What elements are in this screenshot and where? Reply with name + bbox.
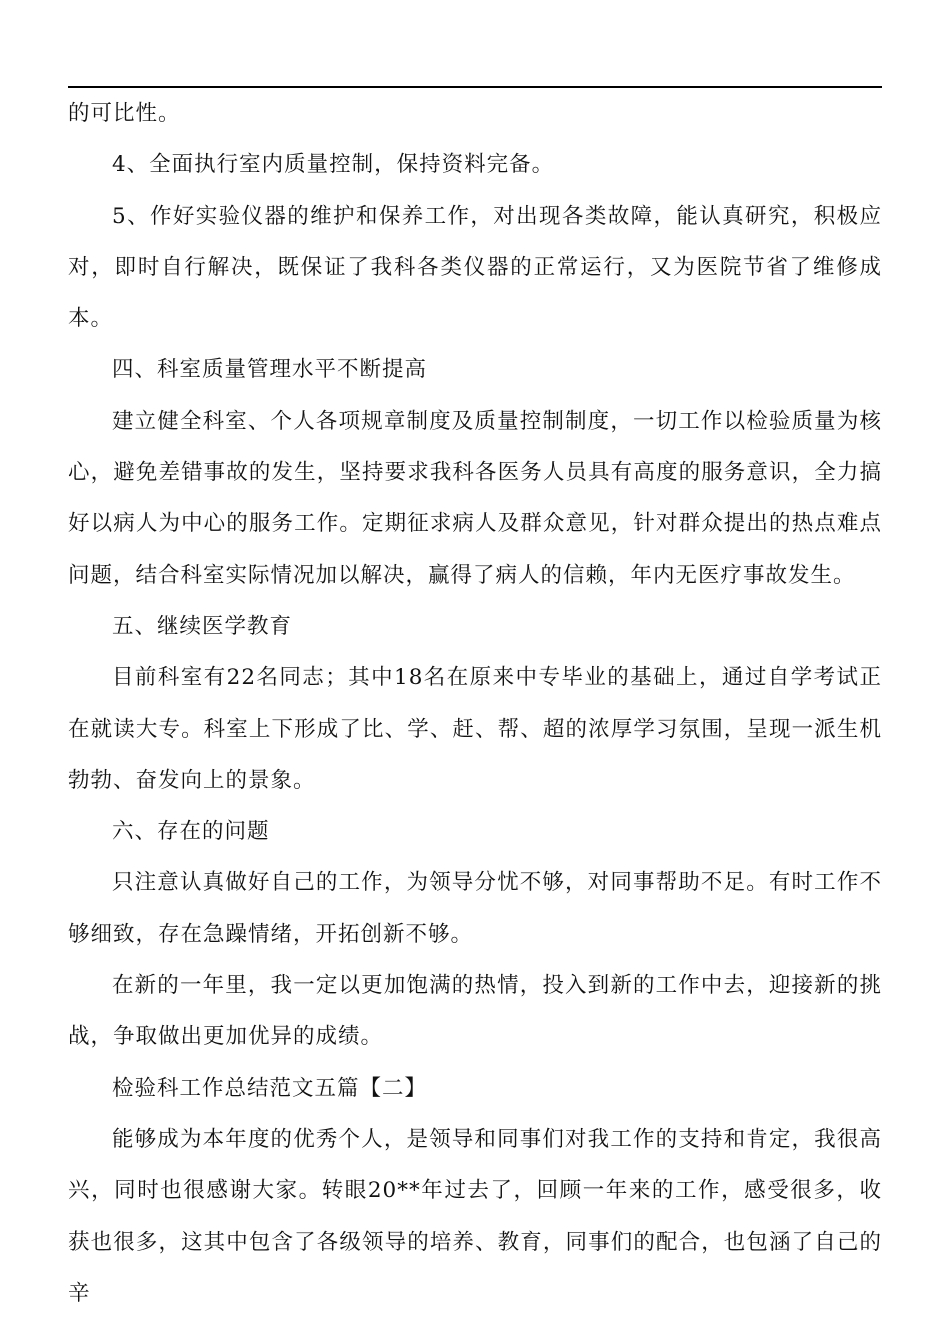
paragraph: 四、科室质量管理水平不断提高: [112, 357, 428, 383]
paragraph: 的可比性。: [68, 101, 181, 126]
paragraph: 只注意认真做好自己的工作，为领导分忧不够，对同事帮助不足。有时工作不够细致，存在急躁情绪，开拓创新不够。: [68, 870, 882, 947]
document-body: [68, 88, 882, 1319]
paragraph: 建立健全科室、个人各项规章制度及质量控制制度，一切工作以检验质量为核心，避免差错事故的发生，坚持要求我科各医务人员具有高度的服务意识，全力搞好以病人为中心的服务工作。定期征求病人及群众意见，针对群众提出的热点难点问题，结合科室实际情况加以解决，赢得了病人的信赖，年内无医疗事故发生。: [68, 408, 882, 588]
paragraph: 六、存在的问题: [112, 819, 270, 845]
document-page: [68, 0, 882, 1344]
paragraph: 在新的一年里，我一定以更加饱满的热情，投入到新的工作中去，迎接新的挑战，争取做出更加优异的成绩。: [68, 973, 882, 1050]
paragraph: 目前科室有22名同志；其中18名在原来中专毕业的基础上，通过自学考试正在就读大专。科室上下形成了比、学、赶、帮、超的浓厚学习氛围，呈现一派生机勃勃、奋发向上的景象。: [68, 665, 882, 793]
paragraph: 五、继续医学教育: [112, 613, 293, 639]
paragraph: 检验科工作总结范文五篇【二】: [112, 1075, 428, 1101]
paragraph: 4、全面执行室内质量控制，保持资料完备。: [112, 152, 555, 178]
paragraph: 5、作好实验仪器的维护和保养工作，对出现各类故障，能认真研究，积极应对，即时自行解决，既保证了我科各类仪器的正常运行，又为医院节省了维修成本。: [68, 203, 882, 332]
paragraph: 能够成为本年度的优秀个人，是领导和同事们对我工作的支持和肯定，我很高兴，同时也很感谢大家。转眼20**年过去了，回顾一年来的工作，感受很多，收获也很多，这其中包含了各级领导的培养、教育，同事们的配合，也包涵了自己的辛: [68, 1126, 882, 1306]
